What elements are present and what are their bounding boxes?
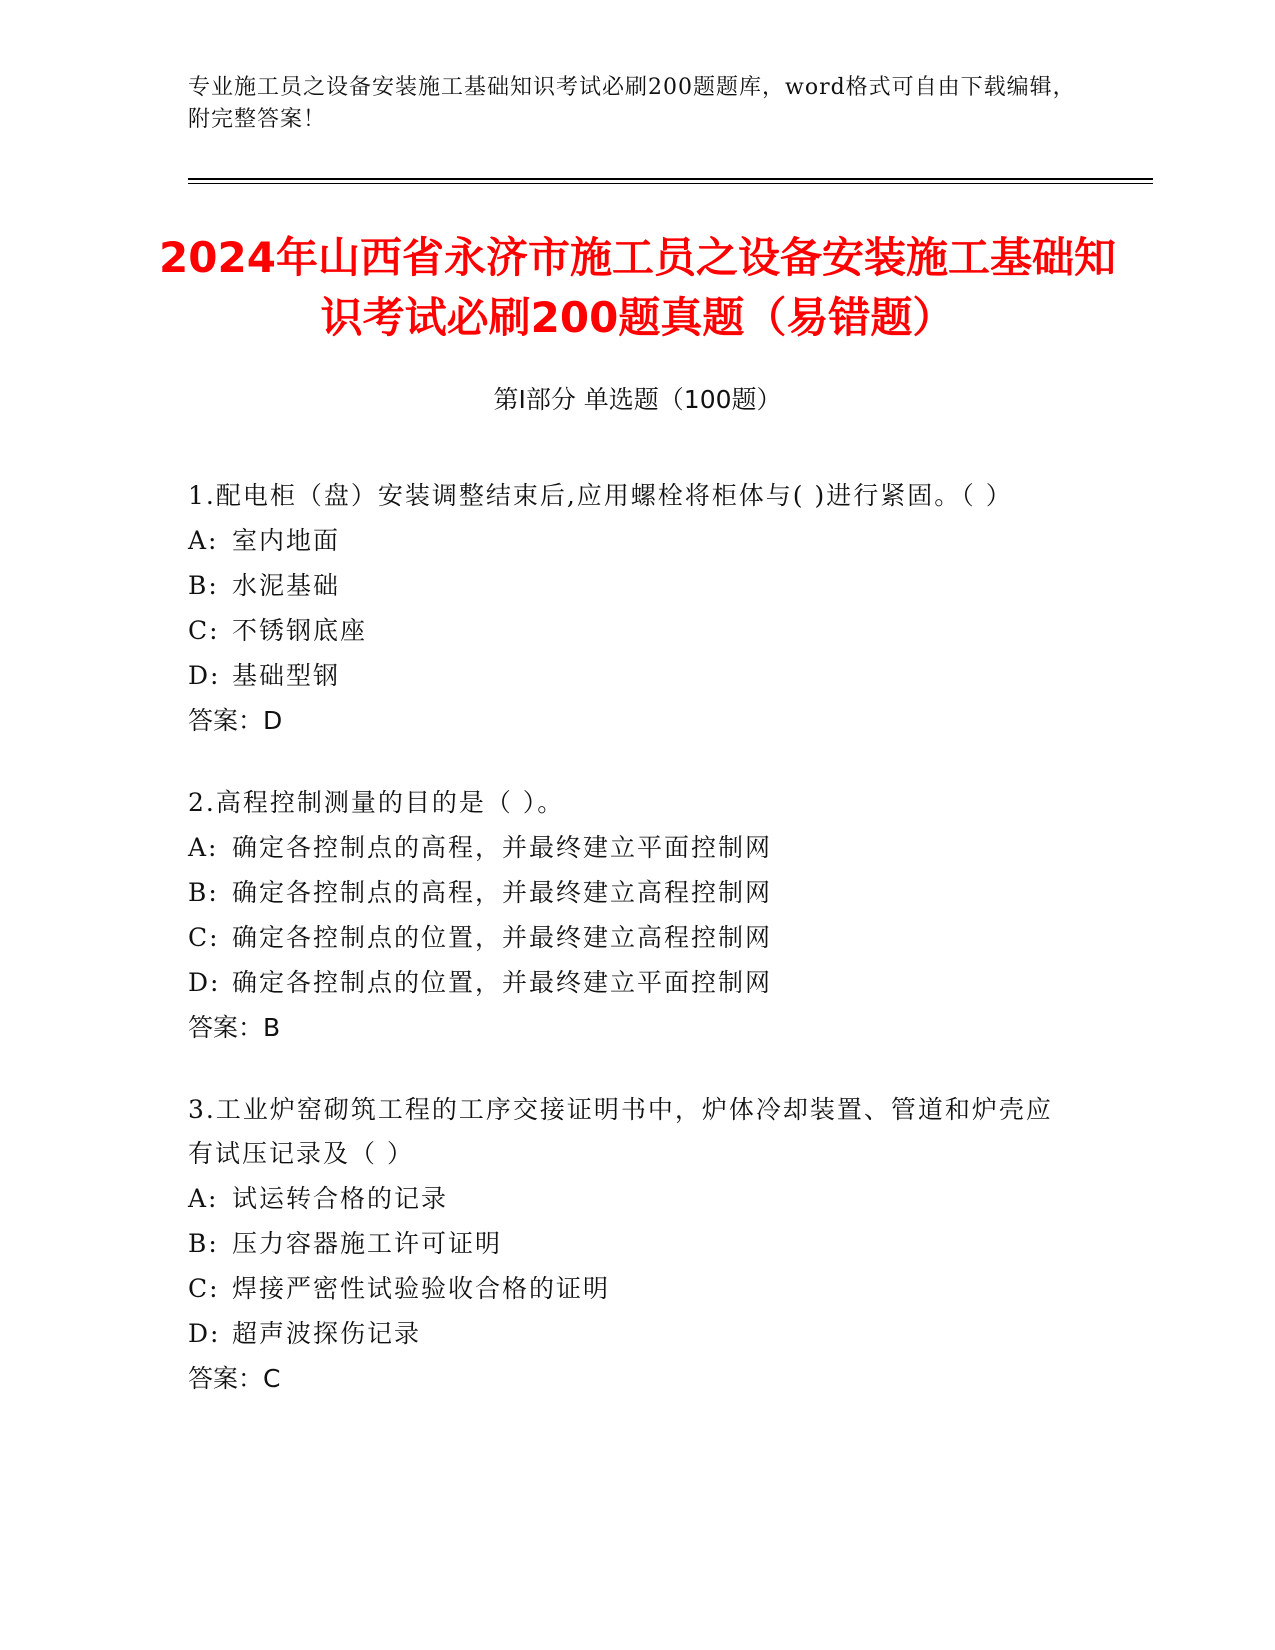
option-c xyxy=(188,608,1068,653)
answer-line: 答案：B xyxy=(188,1013,281,1042)
question-stem: 1.配电柜（盘）安装调整结束后,应用螺栓将柜体与( )进行紧固。（ ） xyxy=(188,481,1013,510)
option-text: 确定各控制点的位置，并最终建立高程控制网 xyxy=(232,923,773,952)
option-text: 确定各控制点的高程，并最终建立平面控制网 xyxy=(232,833,773,862)
header-divider-thin xyxy=(188,183,1153,184)
option-c xyxy=(188,915,1068,960)
option-letter: A: xyxy=(188,833,219,862)
option-text: 确定各控制点的位置，并最终建立平面控制网 xyxy=(232,968,773,997)
option-b xyxy=(188,1221,1068,1266)
answer-line: 答案：D xyxy=(188,706,283,735)
option-letter: B: xyxy=(188,1229,219,1258)
option-c xyxy=(188,1266,1068,1311)
option-text: 焊接严密性试验验收合格的证明 xyxy=(232,1274,611,1303)
question-stem: 2.高程控制测量的目的是（ ）。 xyxy=(188,788,565,817)
answer-line: 答案：C xyxy=(188,1364,281,1393)
option-letter: B: xyxy=(188,571,219,600)
option-text: 超声波探伤记录 xyxy=(232,1319,422,1348)
option-a xyxy=(188,518,1068,563)
option-letter: D: xyxy=(188,661,221,690)
option-text: 压力容器施工许可证明 xyxy=(232,1229,503,1258)
option-text: 基础型钢 xyxy=(232,661,341,690)
option-letter: B: xyxy=(188,878,219,907)
option-letter: D: xyxy=(188,968,221,997)
option-d xyxy=(188,653,1068,698)
option-letter: A: xyxy=(188,526,219,555)
option-letter: A: xyxy=(188,1184,219,1213)
option-text: 不锈钢底座 xyxy=(232,616,368,645)
option-text: 试运转合格的记录 xyxy=(232,1184,449,1213)
option-d xyxy=(188,1311,1068,1356)
header-note: 专业施工员之设备安装施工基础知识考试必刷200题题库，word格式可自由下载编辑，附完整答案！ xyxy=(188,75,1076,132)
option-text: 确定各控制点的高程，并最终建立高程控制网 xyxy=(232,878,773,907)
option-b xyxy=(188,563,1068,608)
option-letter: C: xyxy=(188,1274,220,1303)
question-stem: 3.工业炉窑砌筑工程的工序交接证明书中，炉体冷却装置、管道和炉壳应有试压记录及（ ） xyxy=(188,1095,1053,1168)
option-letter: D: xyxy=(188,1319,221,1348)
option-letter: C: xyxy=(188,616,220,645)
question-list xyxy=(188,474,1068,1439)
option-text: 水泥基础 xyxy=(232,571,341,600)
document-title: 2024年山西省永济市施工员之设备安装施工基础知识考试必刷200题真题（易错题） xyxy=(159,233,1116,342)
option-a xyxy=(188,1176,1068,1221)
question-3 xyxy=(188,1088,1068,1401)
section-heading: 第I部分 单选题（100题） xyxy=(493,385,782,414)
question-1 xyxy=(188,474,1068,743)
option-letter: C: xyxy=(188,923,220,952)
option-a xyxy=(188,825,1068,870)
question-2 xyxy=(188,781,1068,1050)
option-b xyxy=(188,870,1068,915)
option-text: 室内地面 xyxy=(232,526,341,555)
header-divider-thick xyxy=(188,178,1153,180)
option-d xyxy=(188,960,1068,1005)
